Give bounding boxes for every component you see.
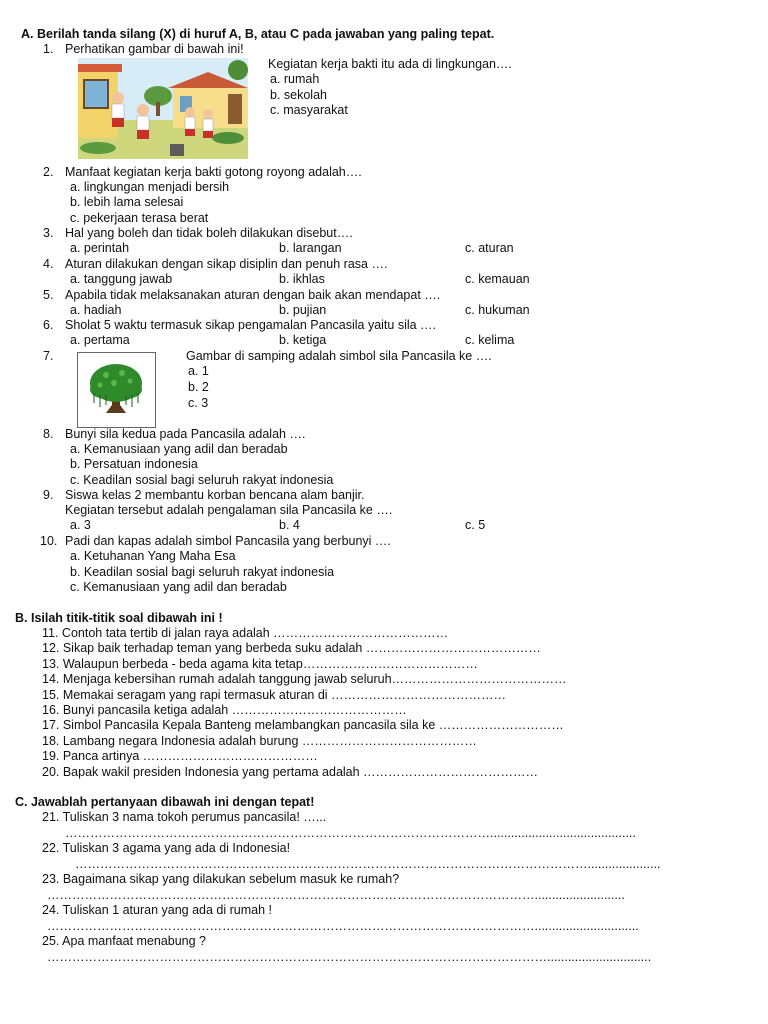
q19-item: 19. Panca artinya …………………………………… [42, 749, 318, 763]
q22-question: 22. Tuliskan 3 agama yang ada di Indonesia! [42, 841, 291, 855]
q8-option-c: c. Keadilan sosial bagi seluruh rakyat indonesia [70, 473, 334, 487]
q11-item: 11. Contoh tata tertib di jalan raya adalah …………………………………… [42, 626, 449, 640]
q3-option-b: b. larangan [279, 241, 342, 255]
q9-text: Siswa kelas 2 membantu korban bencana alam banjir. [65, 488, 365, 502]
q7-number: 7. [43, 349, 54, 363]
q12-item: 12. Sikap baik terhadap teman yang berbeda suku adalah …………………………………… [42, 641, 541, 655]
q4-option-c: c. kemauan [465, 272, 530, 286]
q8-text: Bunyi sila kedua pada Pancasila adalah …. [65, 427, 306, 441]
q9-option-b: b. 4 [279, 518, 300, 532]
section-b-heading: B. Isilah titik-titik soal dibawah ini ! [15, 611, 223, 625]
kerja-bakti-illustration [78, 58, 248, 159]
q16-item: 16. Bunyi pancasila ketiga adalah …………………………………… [42, 703, 407, 717]
q2-option-b: b. lebih lama selesai [70, 195, 184, 209]
q6-option-a: a. pertama [70, 333, 130, 347]
q6-option-c: c. kelima [465, 333, 515, 347]
q6-number: 6. [43, 318, 54, 332]
q1-option-c: c. masyarakat [270, 103, 348, 117]
q9-text-2: Kegiatan tersebut adalah pengalaman sila Pancasila ke …. [65, 503, 393, 517]
q9-option-c: c. 5 [465, 518, 486, 532]
q8-number: 8. [43, 427, 54, 441]
q10-option-c: c. Kemanusiaan yang adil dan beradab [70, 580, 287, 594]
q24-question: 24. Tuliskan 1 aturan yang ada di rumah ! [42, 903, 273, 917]
q17-item: 17. Simbol Pancasila Kepala Banteng melambangkan pancasila sila ke ………………………… [42, 718, 564, 732]
section-c-heading: C. Jawablah pertanyaan dibawah ini dengan tepat! [15, 795, 315, 809]
q1-side-text: Kegiatan kerja bakti itu ada di lingkungan…. [268, 57, 512, 71]
q1-option-a: a. rumah [270, 72, 320, 86]
q9-option-a: a. 3 [70, 518, 91, 532]
banyan-tree-symbol-icon [77, 352, 156, 428]
q1-text: Perhatikan gambar di bawah ini! [65, 42, 244, 56]
q8-option-a: a. Kemanusiaan yang adil dan beradab [70, 442, 288, 456]
q10-option-a: a. Ketuhanan Yang Maha Esa [70, 549, 236, 563]
q21-answer-line: ………………………………………………………………………………………….......................................... [65, 826, 636, 840]
q15-item: 15. Memakai seragam yang rapi termasuk aturan di …………………………………… [42, 688, 507, 702]
q6-text: Sholat 5 waktu termasuk sikap pengamalan Pancasila yaitu sila …. [65, 318, 437, 332]
q5-option-b: b. pujian [279, 303, 327, 317]
q23-question: 23. Bagaimana sikap yang dilakukan sebelum masuk ke rumah? [42, 872, 400, 886]
q4-option-a: a. tanggung jawab [70, 272, 173, 286]
q4-option-b: b. ikhlas [279, 272, 325, 286]
q10-text: Padi dan kapas adalah simbol Pancasila yang berbunyi …. [65, 534, 391, 548]
q4-text: Aturan dilakukan dengan sikap disiplin dan penuh rasa …. [65, 257, 388, 271]
q18-item: 18. Lambang negara Indonesia adalah burung …………………………………… [42, 734, 477, 748]
q21-question: 21. Tuliskan 3 nama tokoh perumus pancasila! …... [42, 810, 327, 824]
q5-option-a: a. hadiah [70, 303, 122, 317]
q2-text: Manfaat kegiatan kerja bakti gotong royong adalah…. [65, 165, 362, 179]
q7-option-b: b. 2 [188, 380, 209, 394]
q4-number: 4. [43, 257, 54, 271]
q6-option-b: b. ketiga [279, 333, 327, 347]
q10-option-b: b. Keadilan sosial bagi seluruh rakyat indonesia [70, 565, 335, 579]
q23-answer-line: ……………………………………………………………………………………………………….......................... [47, 888, 625, 902]
q25-answer-line: ………………………………………………………………………………………………………….............................. [47, 950, 652, 964]
q2-option-a: a. lingkungan menjadi bersih [70, 180, 230, 194]
q2-number: 2. [43, 165, 54, 179]
q22-answer-line: ……………………………………………………………………………………………………………..................... [75, 857, 661, 871]
q25-question: 25. Apa manfaat menabung ? [42, 934, 207, 948]
q7-option-c: c. 3 [188, 396, 209, 410]
q14-item: 14. Menjaga kebersihan rumah adalah tanggung jawab seluruh…………………………………… [42, 672, 567, 686]
section-a-heading: A. Berilah tanda silang (X) di huruf A, B, atau C pada jawaban yang paling tepat. [21, 27, 495, 41]
q3-option-c: c. aturan [465, 241, 514, 255]
q3-text: Hal yang boleh dan tidak boleh dilakukan disebut…. [65, 226, 353, 240]
q20-item: 20. Bapak wakil presiden Indonesia yang pertama adalah …………………………………… [42, 765, 539, 779]
q2-option-c: c. pekerjaan terasa berat [70, 211, 209, 225]
q7-text: Gambar di samping adalah simbol sila Pancasila ke …. [186, 349, 492, 363]
q5-number: 5. [43, 288, 54, 302]
q3-number: 3. [43, 226, 54, 240]
q8-option-b: b. Persatuan indonesia [70, 457, 198, 471]
q5-option-c: c. hukuman [465, 303, 530, 317]
q10-number: 10. [40, 534, 58, 548]
q9-number: 9. [43, 488, 54, 502]
q13-item: 13. Walaupun berbeda - beda agama kita tetap…………………………………… [42, 657, 478, 671]
q1-number: 1. [43, 42, 54, 56]
q3-option-a: a. perintah [70, 241, 130, 255]
q5-text: Apabila tidak melaksanakan aturan dengan baik akan mendapat …. [65, 288, 441, 302]
q7-option-a: a. 1 [188, 364, 209, 378]
q1-option-b: b. sekolah [270, 88, 327, 102]
q24-answer-line: ……………………………………………………………………………………………………….............................. [47, 919, 639, 933]
